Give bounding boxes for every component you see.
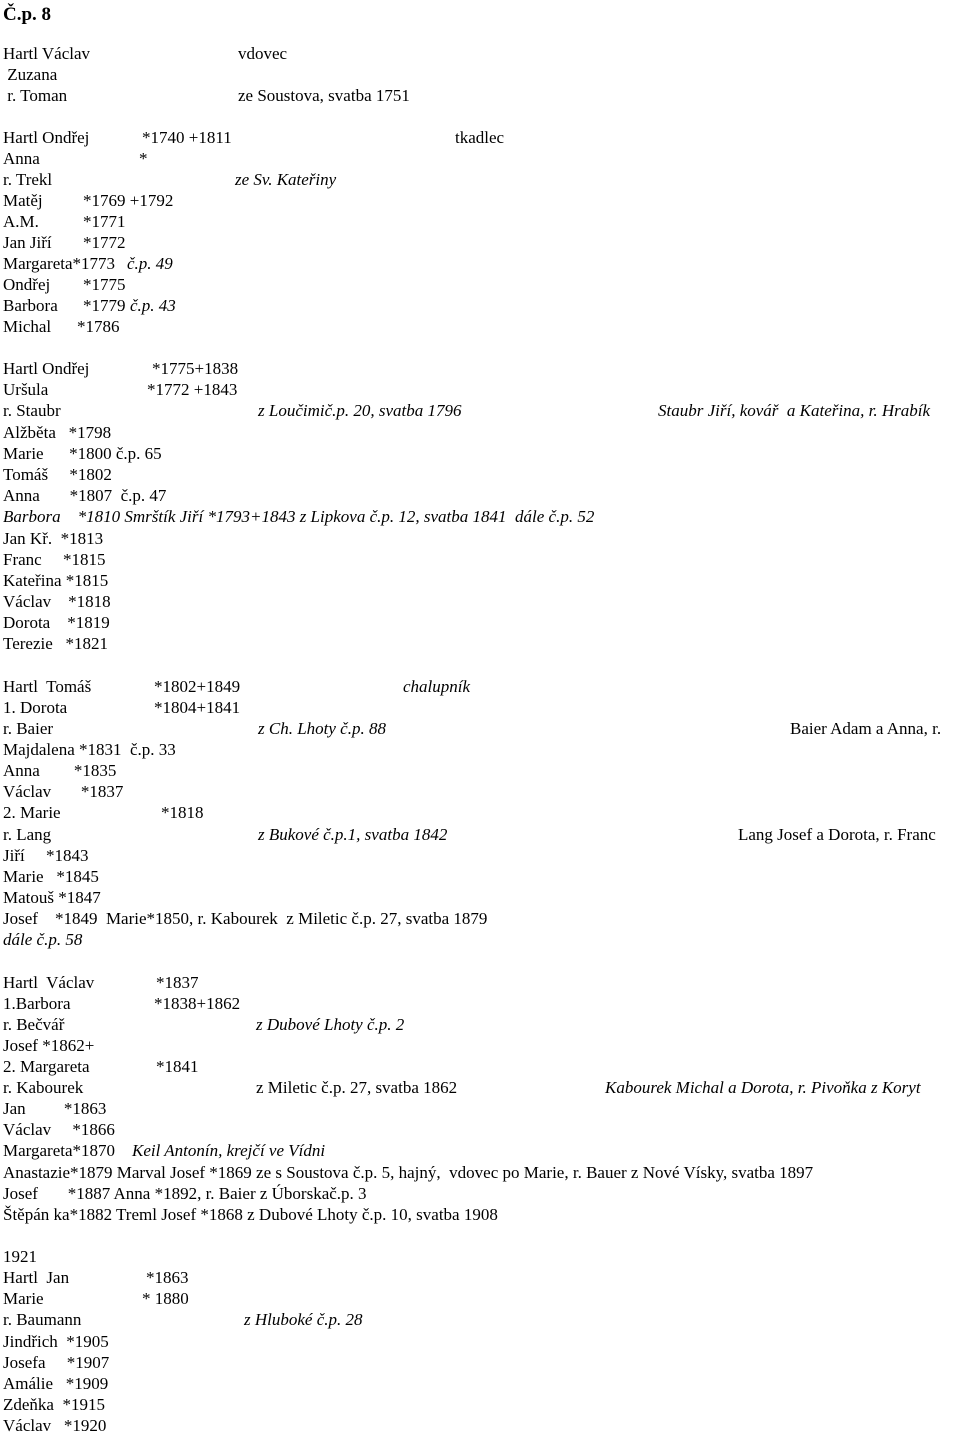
record-line: *1818 [161,803,204,822]
record-line: Václav *1920 [3,1416,107,1435]
record-line: Majdalena *1831 č.p. 33 [3,740,176,759]
record-line: Amálie *1909 [3,1374,109,1393]
record-line: Václav *1837 [3,782,124,801]
record-line: Josefa *1907 [3,1353,110,1372]
record-line: Anna *1835 [3,761,117,780]
record-line: Jindřich *1905 [3,1332,109,1351]
record-line: Margareta*1870 [3,1141,120,1160]
record-line: *1837 [156,973,199,992]
record-line: Anna *1807 č.p. 47 [3,486,167,505]
record-line: Hartl Tomáš [3,677,92,696]
record-line: Jan *1863 [3,1099,107,1118]
record-line: ze Sv. Kateřiny [235,170,337,189]
record-line: *1775+1838 [152,359,239,378]
record-line: 2. Margareta [3,1057,90,1076]
record-line: * 1880 [142,1289,189,1308]
record-line: z Loučimič.p. 20, svatba 1796 [258,401,462,420]
record-line: Kabourek Michal a Dorota, r. Pivoňka z Koryt [605,1078,921,1097]
record-line: Margareta*1773 [3,254,120,273]
record-line: r. Baier [3,719,54,738]
record-line: *1802+1849 [154,677,241,696]
record-line: r. Bečvář [3,1015,65,1034]
record-line: Marie *1845 [3,867,99,886]
record-line: *1779 [83,296,130,315]
record-line: Barbora [3,296,58,315]
record-line: Matěj [3,191,43,210]
record-line: r. Lang [3,825,52,844]
record-line: Michal [3,317,52,336]
record-line: r. Baumann [3,1310,82,1329]
record-line: z Bukové č.p.1, svatba 1842 [258,825,448,844]
record-line: * [139,149,148,168]
record-line: *1740 +1811 [142,128,232,147]
record-line: *1838+1862 [154,994,241,1013]
record-line: Hartl Ondřej [3,128,90,147]
record-line: Štěpán ka*1882 Treml Josef *1868 z Dubové Lhoty č.p. 10, svatba 1908 [3,1205,498,1224]
record-line: r. Trekl [3,170,53,189]
record-line: Matouš *1847 [3,888,101,907]
record-line: r. Staubr [3,401,61,420]
record-line: *1786 [77,317,120,336]
record-line: Hartl Ondřej [3,359,90,378]
record-line: Franc *1815 [3,550,106,569]
record-line: *1863 [146,1268,189,1287]
record-line: chalupník [403,677,471,696]
record-line: Kateřina *1815 [3,571,109,590]
record-line: Josef *1849 Marie*1850, r. Kabourek z Miletic č.p. 27, svatba 1879 [3,909,488,928]
record-line: *1804+1841 [154,698,241,717]
record-line: *1769 +1792 [83,191,174,210]
record-line: Václav *1818 [3,592,111,611]
record-line: Tomáš *1802 [3,465,112,484]
record-line: Staubr Jiří, kovář a Kateřina, r. Hrabík [658,401,930,420]
record-line: Alžběta *1798 [3,423,112,442]
record-line: č.p. 43 [130,296,176,315]
record-line: z Dubové Lhoty č.p. 2 [256,1015,405,1034]
record-line: Josef *1862+ [3,1036,95,1055]
record-line: z Hluboké č.p. 28 [244,1310,363,1329]
record-line: Zdeňka *1915 [3,1395,105,1414]
record-line: 1921 [3,1247,37,1266]
record-line: tkadlec [455,128,505,147]
record-line: vdovec [238,44,288,63]
record-line: Josef *1887 Anna *1892, r. Baier z Úborskač.p. 3 [3,1184,367,1203]
record-line: 1.Barbora [3,994,71,1013]
record-line: *1775 [83,275,126,294]
record-line: Hartl Václav [3,44,91,63]
record-line: r. Kabourek [3,1078,84,1097]
record-line: 1. Dorota [3,698,68,717]
record-line: ze Soustova, svatba 1751 [238,86,410,105]
record-line: Anastazie*1879 Marval Josef *1869 ze s Soustova č.p. 5, hajný, vdovec po Marie, r. Bauer z Nové Vísky, svatba 1897 [3,1163,814,1182]
record-line: Barbora *1810 Smrštík Jiří *1793+1843 z Lipkova č.p. 12, svatba 1841 dále č.p. 52 [3,507,595,526]
record-line: Václav *1866 [3,1120,115,1139]
record-line: 2. Marie [3,803,61,822]
record-line: Uršula [3,380,49,399]
record-line: Keil Antonín, krejčí ve Vídni [132,1141,326,1160]
record-line: *1772 [83,233,126,252]
record-line: Ondřej [3,275,51,294]
record-line: *1771 [83,212,126,231]
record-line: *1841 [156,1057,199,1076]
record-line: Anna [3,149,40,168]
record-line: Marie [3,1289,44,1308]
record-line: č.p. 49 [127,254,173,273]
record-line: Marie *1800 č.p. 65 [3,444,162,463]
record-line: Dorota *1819 [3,613,110,632]
record-line: *1772 +1843 [147,380,238,399]
record-line: Jan Jiří [3,233,52,252]
record-line: z Ch. Lhoty č.p. 88 [258,719,386,738]
record-line: Baier Adam a Anna, r. [790,719,942,738]
record-line: z Miletic č.p. 27, svatba 1862 [256,1078,458,1097]
record-line: Lang Josef a Dorota, r. Franc [738,825,936,844]
record-line: Terezie *1821 [3,634,109,653]
record-line: Jan Kř. *1813 [3,529,104,548]
record-line: Hartl Václav [3,973,95,992]
record-line: dále č.p. 58 [3,930,83,949]
record-line: Hartl Jan [3,1268,70,1287]
page-heading: Č.p. 8 [3,4,52,25]
record-line: A.M. [3,212,39,231]
record-line: Jiří *1843 [3,846,89,865]
record-line: Zuzana [3,65,58,84]
record-line: r. Toman [3,86,68,105]
